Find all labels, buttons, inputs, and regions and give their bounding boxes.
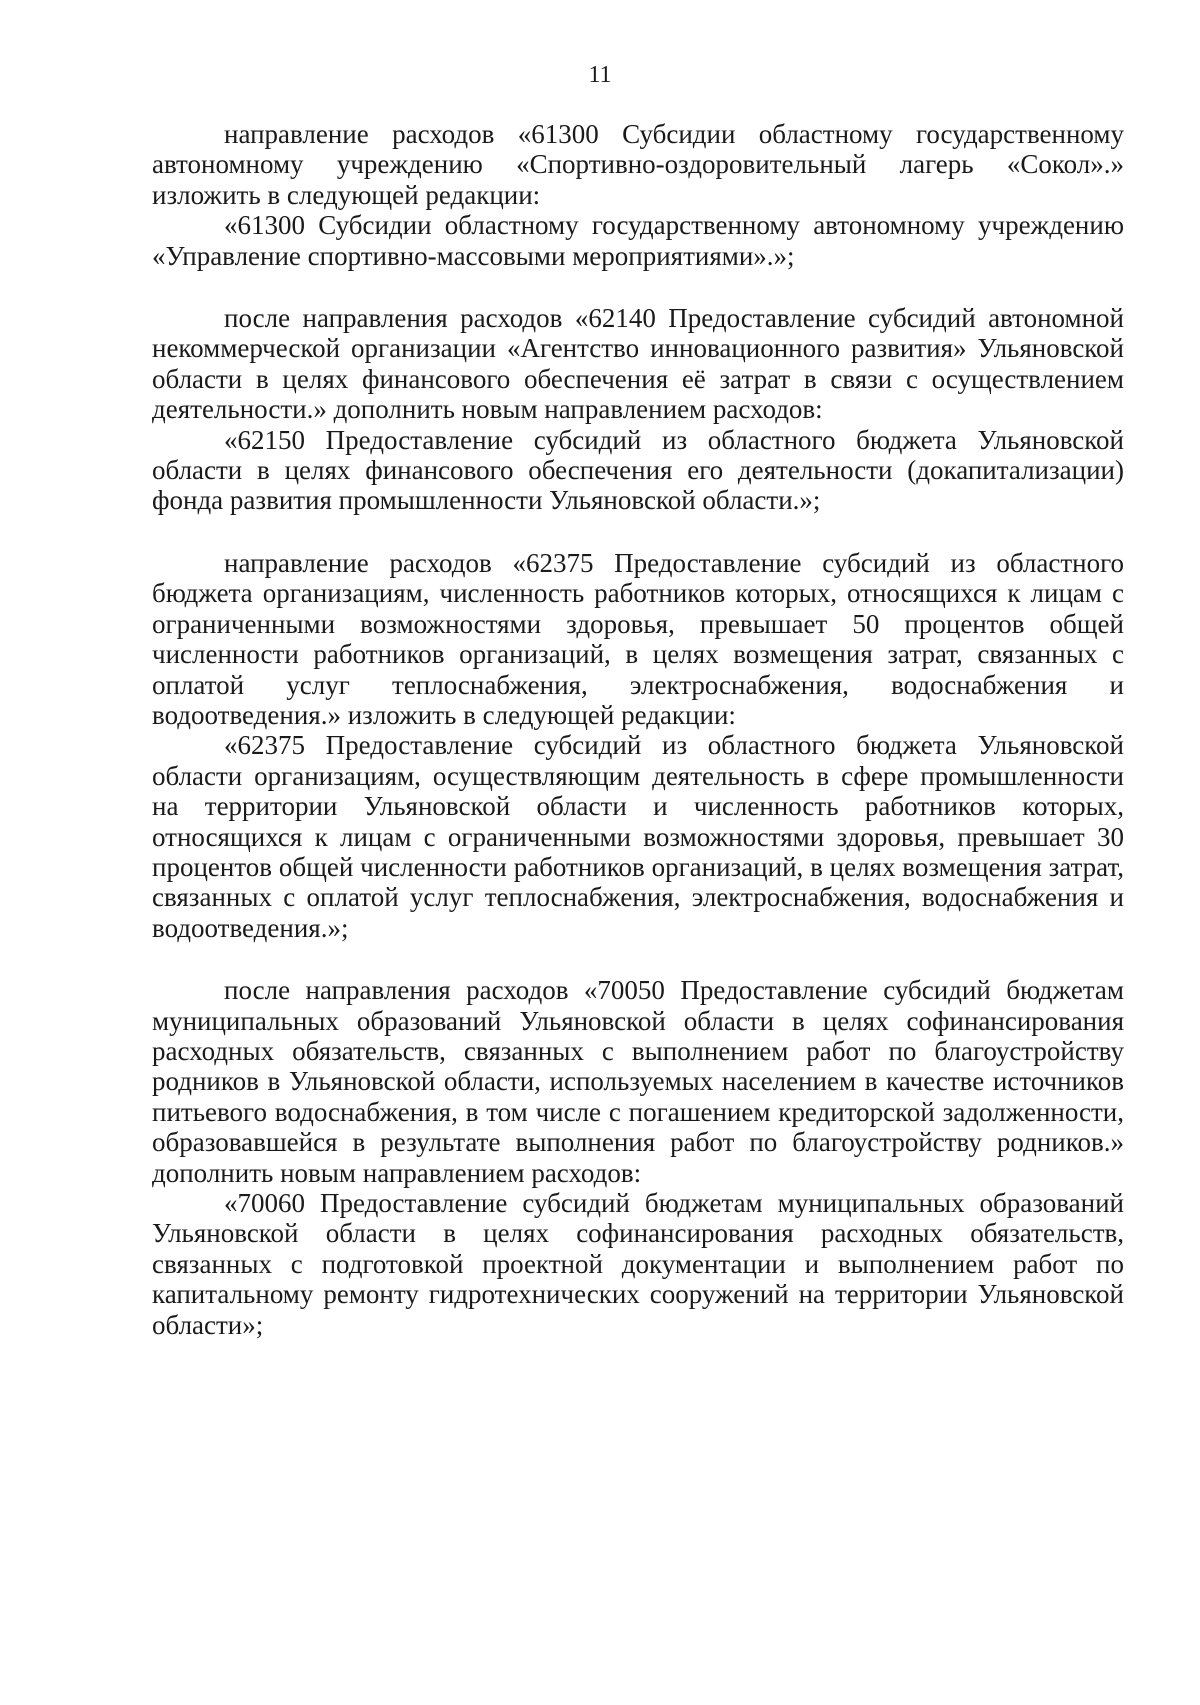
document-body [152,119,1124,1340]
amendment-instruction: направление расходов «62375 Предоставление субсидий из областного бюджета организациям, численность работников которых, относящихся к лицам с ограниченными возможностями здоровья, превышает 50 процентов общей численности работников организаций, в целях возмещения затрат, связанных с оплатой услуг теплоснабжения, электроснабжения, водоснабжения и водоотведения.» изложить в следующей редакции: [152,547,1124,730]
amendment-text: «62375 Предоставление субсидий из областного бюджета Ульяновской области организациям, осуществляющим деятельность в сфере промышленности на территории Ульяновской области и численность работников которых, относящихся к лицам с ограниченными возможностями здоровья, превышает 30 процентов общей численности работников организаций, в целях возмещения затрат, связанных с оплатой услуг теплоснабжения, электроснабжения, водоснабжения и водоотведения.»; [152,730,1124,943]
amendment-instruction: после направления расходов «62140 Предоставление субсидий автономной некоммерческой организации «Агентство инновационного развития» Ульяновской области в целях финансового обеспечения её затрат в связи с осуществлением деятельности.» дополнить новым направлением расходов: [152,303,1124,425]
amendment-instruction: после направления расходов «70050 Предоставление субсидий бюджетам муниципальных образований Ульяновской области в целях софинансирования расходных обязательств, связанных с выполнением работ по благоустройству родников в Ульяновской области, используемых населением в качестве источников питьевого водоснабжения, в том числе с погашением кредиторской задолженности, образовавшейся в результате выполнения работ по благоустройству родников.» дополнить новым направлением расходов: [152,975,1124,1188]
amendment-block-70060 [152,975,1124,1340]
amendment-text: «62150 Предоставление субсидий из областного бюджета Ульяновской области в целях финансового обеспечения его деятельности (докапитализации) фонда развития промышленности Ульяновской области.»; [152,424,1124,516]
page-number: 11 [588,62,612,88]
amendment-block-62150 [152,303,1124,516]
amendment-instruction: направление расходов «61300 Субсидии областному государственному автономному учреждению «Спортивно-оздоровительный лагерь «Сокол».» изложить в следующей редакции: [152,119,1124,210]
amendment-block-62375 [152,548,1124,943]
amendment-block-61300 [152,119,1124,271]
amendment-text: «61300 Субсидии областному государственному автономному учреждению «Управление спортивно-массовыми мероприятиями».»; [152,210,1124,271]
amendment-text: «70060 Предоставление субсидий бюджетам муниципальных образований Ульяновской области в целях софинансирования расходных обязательств, связанных с подготовкой проектной документации и выполнением работ по капитальному ремонту гидротехнических сооружений на территории Ульяновской области»; [152,1188,1124,1340]
